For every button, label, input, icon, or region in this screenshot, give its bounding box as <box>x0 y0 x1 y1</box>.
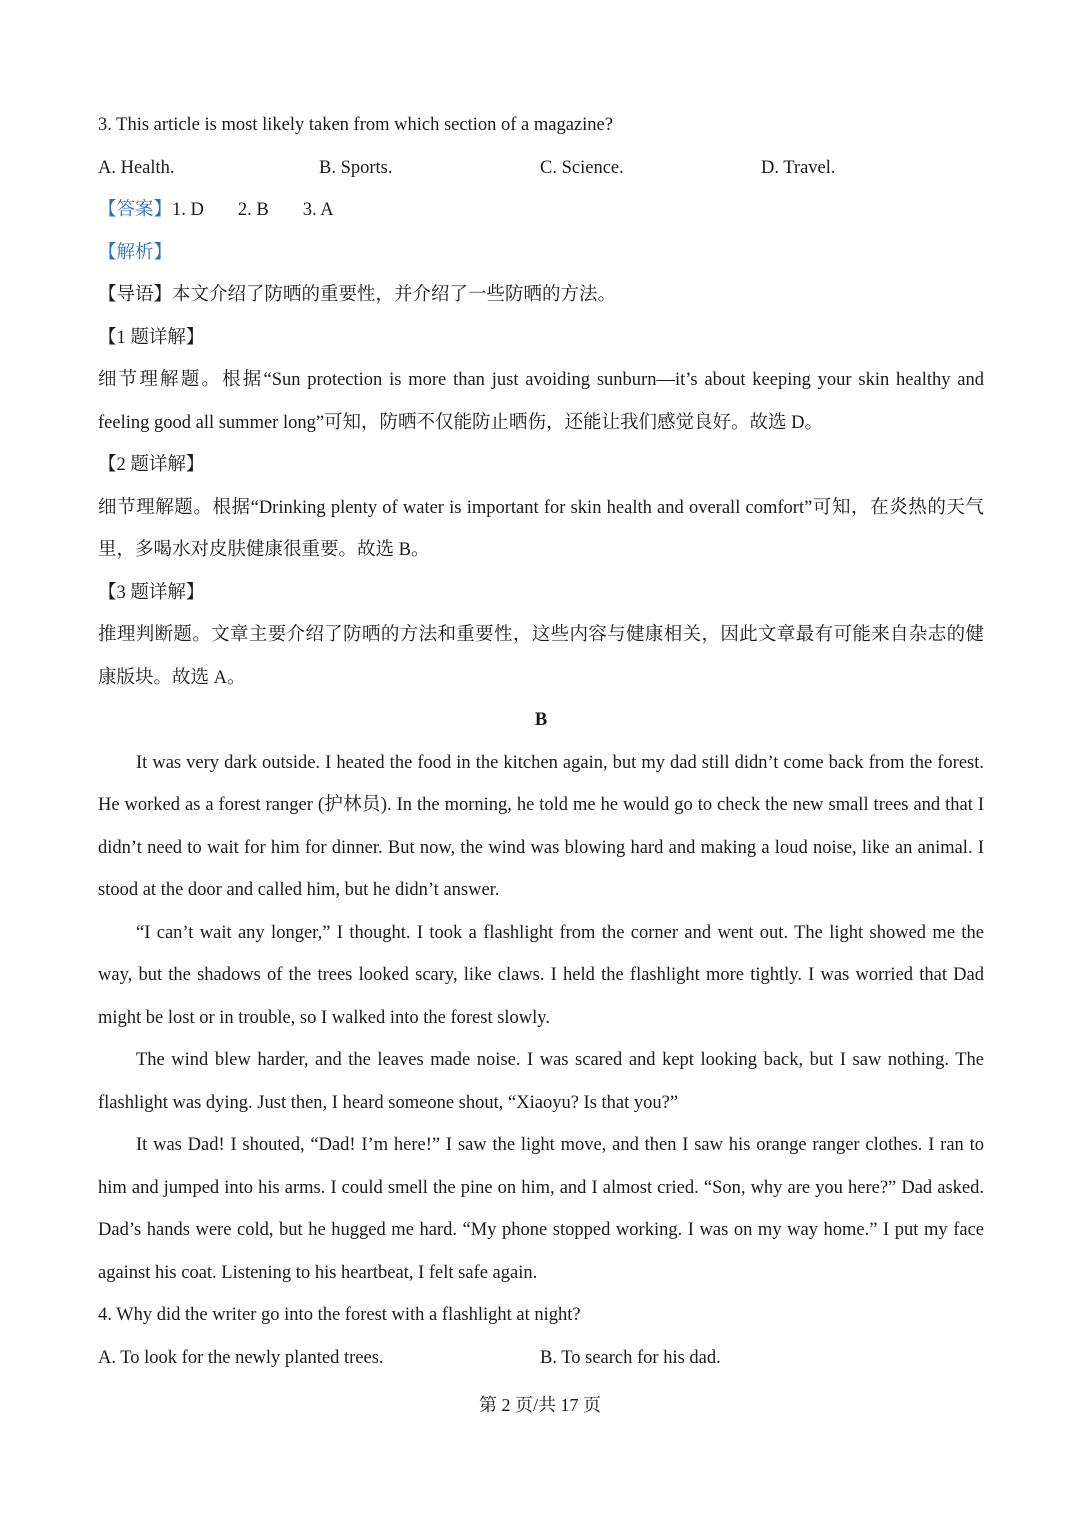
q4-option-b: B. To search for his dad. <box>540 1347 721 1368</box>
detail-1-text: 细节理解题。根据“Sun protection is more than just avoiding sunburn—it’s about keeping your skin healthy and feeling good all summer long”可知，防晒不仅能防止晒伤，还能让我们感觉良好。故选 D。 <box>98 370 984 433</box>
passage-paragraph: “I can’t wait any longer,” I thought. I took a flashlight from the corner and went out. The light showed me the way, but the shadows of the trees looked scary, like claws. I held the flashlight more tightly. I was worried that Dad might be lost or in trouble, so I walked into the forest slowly. <box>98 922 984 1028</box>
answer-2: 2. B <box>237 200 269 220</box>
passage-paragraph: The wind blew harder, and the leaves made noise. I was scared and kept looking back, but I saw nothing. The flashlight was dying. Just then, I heard someone shout, “Xiaoyu? Is that you?” <box>98 1050 984 1113</box>
passage-paragraph: It was Dad! I shouted, “Dad! I’m here!” I saw the light move, and then I saw his orange ranger clothes. I ran to him and jumped into his arms. I could smell the pine on him, and I almost cried. “Son, why are you here?” Dad asked. Dad’s hands were cold, but he hugged me hard. “My phone stopped working. I was on my way home.” I put my face against his coat. Listening to his heartbeat, I felt safe again. <box>98 1135 984 1283</box>
answer-1: 1. D <box>172 200 204 220</box>
answer-3: 3. A <box>302 200 334 220</box>
q3-option-d: D. Travel. <box>761 157 836 178</box>
q4-option-a: A. To look for the newly planted trees. <box>98 1347 384 1368</box>
detail-3-title: 【3 题详解】 <box>98 582 205 603</box>
detail-2-text: 细节理解题。根据“Drinking plenty of water is important for skin health and overall comfort”可知，在炎热的天气里，多喝水对皮肤健康很重要。故选 B。 <box>98 497 984 560</box>
detail-2-title: 【2 题详解】 <box>98 455 205 475</box>
q3-option-b: B. Sports. <box>319 157 393 178</box>
question-3-options <box>98 147 984 190</box>
detail-1-title: 【1 题详解】 <box>98 327 205 348</box>
answer-line <box>98 189 984 232</box>
answer-tag: 【答案】 <box>98 200 173 220</box>
question-4-options <box>98 1337 984 1380</box>
guide-text: 【导语】本文介绍了防晒的重要性，并介绍了一些防晒的方法。 <box>98 285 617 305</box>
passage-paragraph: It was very dark outside. I heated the food in the kitchen again, but my dad still didn’t come back from the forest. He worked as a forest ranger (护林员). In the morning, he told me he would go to check the new small trees and that I didn’t need to wait for him for dinner. But now, the wind was blowing hard and making a loud noise, like an animal. I stood at the door and called him, but he didn’t answer. <box>98 752 984 900</box>
detail-3-text: 推理判断题。文章主要介绍了防晒的方法和重要性，这些内容与健康相关，因此文章最有可能来自杂志的健康版块。故选 A。 <box>98 625 984 688</box>
question-3-stem: 3. This article is most likely taken from which section of a magazine? <box>98 115 613 135</box>
page-number-footer: 第 2 页/共 17 页 <box>478 1395 601 1415</box>
q3-option-c: C. Science. <box>540 157 624 178</box>
analysis-tag: 【解析】 <box>98 242 173 263</box>
section-b-title: B <box>534 710 548 730</box>
q3-option-a: A. Health. <box>98 157 175 178</box>
question-4-stem: 4. Why did the writer go into the forest with a flashlight at night? <box>98 1305 581 1325</box>
document-page <box>98 104 984 1379</box>
